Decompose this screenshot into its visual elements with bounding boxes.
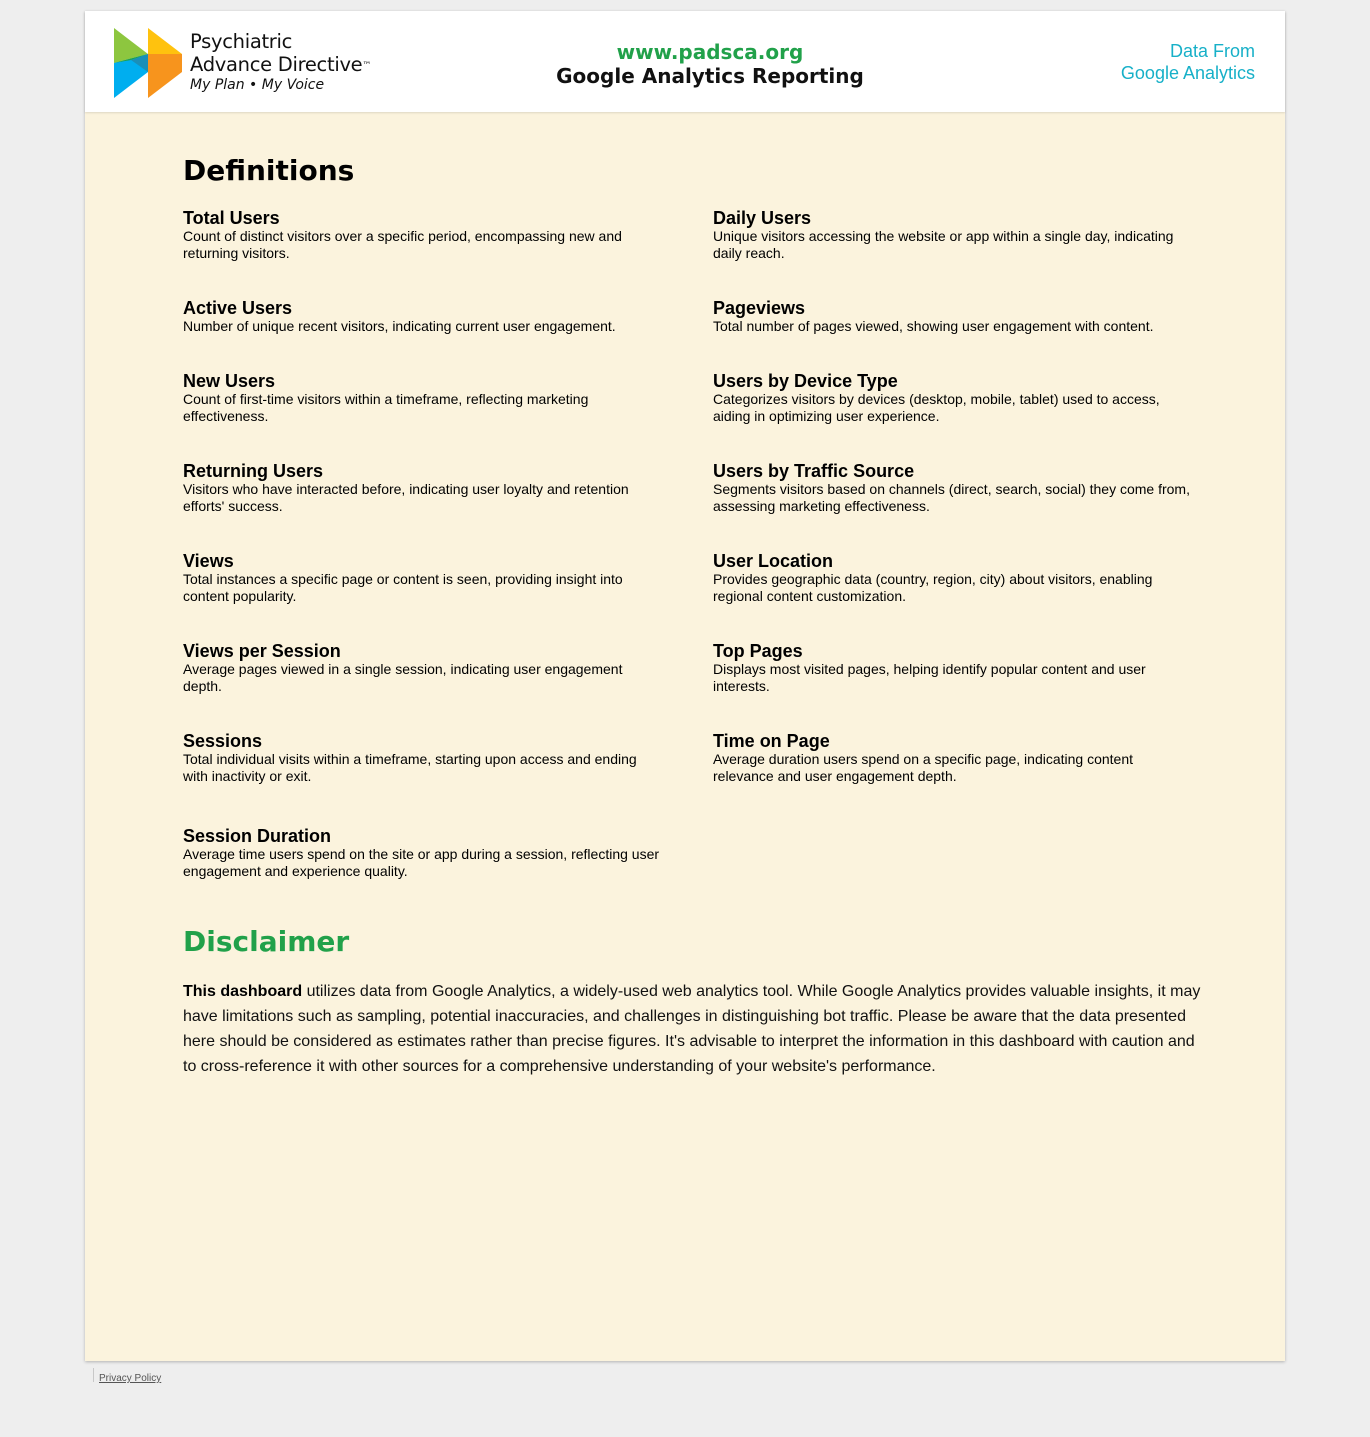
report-title: Google Analytics Reporting (556, 64, 864, 88)
definition-term: Time on Page (713, 731, 830, 751)
definition-users-by-traffic-source (713, 461, 1193, 515)
definition-term: Active Users (183, 298, 293, 318)
definition-term: Users by Device Type (713, 371, 898, 391)
header-title-block (410, 40, 1010, 88)
pad-logo (114, 28, 384, 98)
definition-users-by-device-type (713, 371, 1193, 425)
definition-new-users (183, 371, 663, 425)
data-source-label (1121, 40, 1255, 84)
definition-description: Unique visitors accessing the website or app within a single day, indicating daily reach. (713, 228, 1174, 261)
definition-views-per-session (183, 641, 663, 695)
logo-line-2 (190, 53, 371, 76)
definition-term: Views (183, 551, 234, 571)
definition-active-users (183, 298, 663, 335)
definition-description: Segments visitors based on channels (direct, search, social) they come from, assessing marketing effectiveness. (713, 481, 1190, 514)
definition-pageviews (713, 298, 1193, 335)
privacy-policy-link[interactable]: Privacy Policy (99, 1373, 162, 1384)
definition-description: Displays most visited pages, helping identify popular content and user interests. (713, 661, 1146, 694)
definition-term: Session Duration (183, 826, 332, 846)
definition-returning-users (183, 461, 663, 515)
site-url: www.padsca.org (616, 40, 804, 64)
definition-description: Total number of pages viewed, showing user engagement with content. (713, 318, 1154, 334)
definition-description: Visitors who have interacted before, indicating user loyalty and retention efforts' success. (183, 481, 629, 514)
disclaimer-heading: Disclaimer (183, 925, 350, 958)
data-source-line-2: Google Analytics (1120, 63, 1255, 83)
disclaimer-lead: This dashboard (183, 983, 303, 1000)
definition-user-location (713, 551, 1193, 605)
definition-description: Total individual visits within a timeframe, starting upon access and ending with inactivity or exit. (183, 751, 637, 784)
definition-description: Count of distinct visitors over a specific period, encompassing new and returning visitors. (183, 228, 622, 261)
logo-trademark: ™ (362, 61, 372, 71)
report-page (85, 11, 1285, 1361)
definition-description: Total instances a specific page or content is seen, providing insight into content popularity. (183, 571, 623, 604)
pad-logo-mark-icon (114, 28, 182, 98)
definition-total-users (183, 208, 663, 262)
definition-term: Total Users (183, 208, 280, 228)
definitions-heading: Definitions (183, 154, 355, 187)
definition-time-on-page (713, 731, 1193, 785)
definition-session-duration (183, 826, 663, 880)
definition-description: Provides geographic data (country, region, city) about visitors, enabling regional content customization. (713, 571, 1153, 604)
definition-term: User Location (713, 551, 834, 571)
definition-daily-users (713, 208, 1193, 262)
definition-sessions (183, 731, 663, 785)
disclaimer-body: utilizes data from Google Analytics, a widely-used web analytics tool. While Google Analytics provides valuable insights, it may have limitations such as sampling, potential inaccuracies, and challenges in distinguishing bot traffic. Please be aware that the data presented here should be considered as estimates rather than precise figures. It's advisable to interpret the information in this dashboard with caution and to cross-reference it with other sources for a comprehensive understanding of your website's performance. (183, 983, 1201, 1075)
definition-term: Sessions (183, 731, 263, 751)
disclaimer-text (183, 979, 1203, 1079)
definition-term: Returning Users (183, 461, 324, 481)
footer (93, 1368, 161, 1382)
definition-description: Average time users spend on the site or app during a session, reflecting user engagement and experience quality. (183, 846, 660, 879)
definition-description: Count of first-time visitors within a timeframe, reflecting marketing effectiveness. (183, 391, 589, 424)
definition-description: Average duration users spend on a specific page, indicating content relevance and user engagement depth. (713, 751, 1134, 784)
definition-top-pages (713, 641, 1193, 695)
definition-views (183, 551, 663, 605)
definition-term: Pageviews (713, 298, 806, 318)
report-header (85, 11, 1285, 112)
definition-description: Number of unique recent visitors, indicating current user engagement. (183, 318, 616, 334)
logo-tagline: My Plan • My Voice (190, 77, 325, 93)
logo-wordmark (190, 30, 371, 94)
data-source-line-1: Data From (1169, 41, 1255, 61)
definition-term: Views per Session (183, 641, 341, 661)
definition-term: Daily Users (713, 208, 812, 228)
logo-line-2-text: Advance Directive (190, 53, 363, 76)
definition-description: Categorizes visitors by devices (desktop, mobile, tablet) used to access, aiding in optimizing user experience. (713, 391, 1160, 424)
definition-term: Top Pages (713, 641, 803, 661)
definition-term: New Users (183, 371, 276, 391)
definition-description: Average pages viewed in a single session, indicating user engagement depth. (183, 661, 623, 694)
definition-term: Users by Traffic Source (713, 461, 915, 481)
logo-line-1: Psychiatric (190, 30, 293, 53)
